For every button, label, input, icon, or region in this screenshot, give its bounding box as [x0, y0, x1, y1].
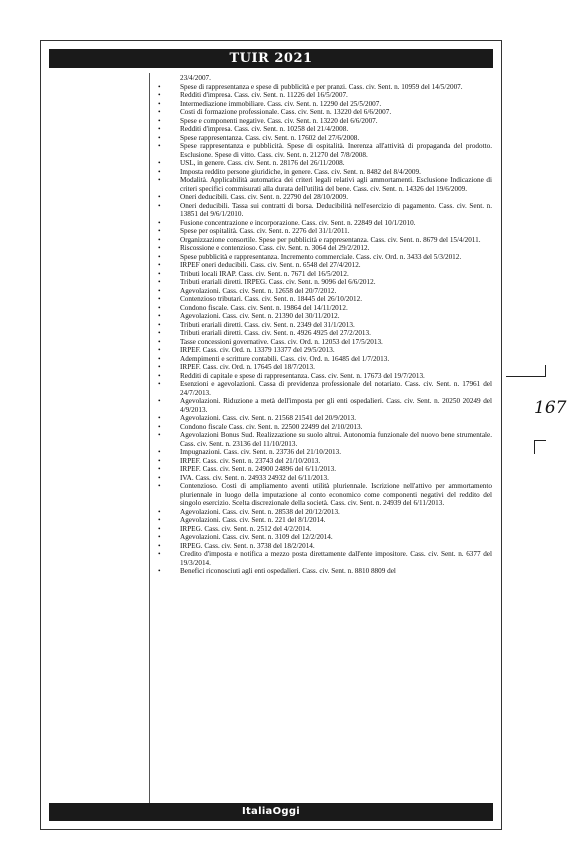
list-item — [158, 287, 492, 296]
list-item-text: Agevolazioni. Cass. civ. Sent. n. 21568 21541 del 20/9/2013. — [180, 414, 357, 422]
list-item — [158, 542, 492, 551]
list-item — [158, 261, 492, 270]
column-divider — [149, 73, 150, 809]
list-item-text: Agevolazioni. Cass. civ. Sent. n. 12658 del 20/7/2012. — [180, 286, 337, 295]
publisher-logo: ItaliaOggi — [49, 803, 493, 821]
list-item-text: Agevolazioni Bonus Sud. Realizzazione su suolo altrui. Autonomia funzionale del nuovo bene strumentale. Cass. civ. Sent. n. 23136 del 11/10/2013. — [180, 431, 492, 448]
list-item — [158, 202, 492, 219]
list-item — [158, 100, 492, 109]
list-item-text: Agevolazioni. Cass. civ. Sent. n. 21390 del 30/11/2012. — [180, 312, 340, 320]
bullet-icon: • — [158, 227, 161, 235]
list-item — [158, 448, 492, 457]
bullet-icon: • — [158, 482, 161, 490]
bullet-icon: • — [158, 380, 161, 388]
continuation-line: 23/4/2007. — [180, 74, 211, 82]
list-item-text: Tributi erariali diretti. Cass. civ. Sent. n. 4926 4925 del 27/2/2013. — [180, 329, 371, 337]
list-item-text: IRPEF. Cass. civ. Sent. n. 24900 24896 del 6/11/2013. — [180, 465, 337, 473]
list-item — [158, 108, 492, 117]
list-item — [158, 134, 492, 143]
list-item-text: Esenzioni e agevolazioni. Cassa di previdenza professionale del notariato. Cass. civ. Sent. n. 17961 del 24/7/2013. — [180, 380, 492, 397]
list-item-text: IRPEG. Cass. civ. Sent. n. 3738 del 18/2/2014. — [180, 541, 315, 550]
bullet-icon: • — [158, 422, 161, 431]
bullet-icon: • — [158, 303, 161, 312]
list-item — [158, 219, 492, 228]
page-frame — [40, 40, 502, 830]
list-item — [158, 567, 492, 576]
list-item-text: IRPEF. Cass. civ. Sent. n. 23743 del 21/10/2013. — [180, 456, 321, 465]
list-item — [158, 321, 492, 330]
bullet-icon: • — [158, 193, 161, 201]
list-item-text: Intermediazione immobiliare. Cass. civ. Sent. n. 12290 del 25/5/2007. — [180, 99, 382, 108]
bullet-icon: • — [158, 176, 161, 184]
list-item — [158, 516, 492, 525]
bullet-icon: • — [158, 550, 161, 558]
list-item-text: Costi di formazione professionale. Cass. civ. Sent. n. 13220 del 6/6/2007. — [180, 108, 392, 116]
bullet-icon: • — [158, 108, 161, 116]
list-item — [158, 423, 492, 432]
bullet-icon: • — [158, 235, 161, 244]
list-item-text: Credito d'imposta e notifica a mezzo posta direttamente dall'ente impositore. Cass. civ. Sent. n. 6377 del 19/3/2014. — [180, 550, 492, 567]
list-item-text: Agevolazioni. Cass. civ. Sent. n. 3109 del 12/2/2014. — [180, 533, 333, 541]
bullet-icon: • — [158, 82, 161, 91]
list-item — [158, 236, 492, 245]
bullet-icon: • — [158, 269, 161, 278]
list-item-text: Modalità. Applicabilità automatica dei criteri legali relativi agli ammortamenti. Esclusione Indicazione di criteri specifici commisurati alla durata dell'utilità del bene. Cass. civ. Sent. n. 14326 del 19/6/2009. — [180, 176, 492, 193]
list-item-text: Condono fiscale Cass. civ. Sent. n. 22500 22499 del 2/10/2013. — [180, 422, 363, 431]
list-item-text: IRPEG. Cass. civ. Sent. n. 2512 del 4/2/2014. — [180, 524, 312, 533]
list-item — [158, 474, 492, 483]
bullet-icon: • — [158, 99, 161, 108]
list-item — [158, 431, 492, 448]
bullet-icon: • — [158, 465, 161, 473]
bullet-icon: • — [158, 363, 161, 371]
list-item-text: Adempimenti e scritture contabili. Cass. civ. Ord. n. 16485 del 1/7/2013. — [180, 354, 390, 363]
list-item-text: Tributi erariali diretti. Cass. civ. Sent. n. 2349 del 31/1/2013. — [180, 320, 355, 329]
list-item — [158, 295, 492, 304]
list-item — [158, 253, 492, 262]
list-item — [158, 533, 492, 542]
list-item-text: Imposta reddito persone giuridiche, in genere. Cass. civ. Sent. n. 8482 del 8/4/2009. — [180, 167, 421, 176]
bullet-icon: • — [158, 541, 161, 550]
page-number: 167 — [534, 398, 567, 418]
list-item-text: USL, in genere. Cass. civ. Sent. n. 28176 del 26/11/2008. — [180, 159, 345, 167]
bullet-icon: • — [158, 201, 161, 210]
list-item-text: Spese pubblicità e rappresentanza. Incremento commerciale. Cass. civ. Ord. n. 3433 del 5/3/2012. — [180, 252, 462, 261]
list-item-text: Oneri deducibili. Tassa sui contratti di borsa. Deducibilità nell'esercizio di pagamento. Cass. civ. Sent. n. 13851 del 9/6/1/2010. — [180, 201, 492, 218]
list-item — [158, 414, 492, 423]
list-item-text: Redditi d'impresa. Cass. civ. Sent. n. 10258 del 21/4/2008. — [180, 125, 349, 133]
list-item-text: Agevolazioni. Cass. civ. Sent. n. 28538 del 20/12/2013. — [180, 507, 340, 516]
list-item — [158, 244, 492, 253]
bullet-icon: • — [158, 371, 161, 380]
bullet-icon: • — [158, 278, 161, 286]
bullet-icon: • — [158, 244, 161, 252]
list-item-text: Contenzioso tributari. Cass. civ. Sent. n. 18445 del 26/10/2012. — [180, 295, 362, 303]
bullet-icon: • — [158, 524, 161, 533]
list-item-text: Fusione concentrazione e incorporazione. Cass. civ. Sent. n. 22849 del 10/1/2010. — [180, 218, 416, 227]
bullet-icon: • — [158, 320, 161, 329]
list-item — [158, 176, 492, 193]
bullet-icon: • — [158, 125, 161, 133]
bullet-icon: • — [158, 533, 161, 541]
list-item — [158, 227, 492, 236]
bullet-icon: • — [158, 133, 161, 142]
list-item-text: Contenzioso. Costi di ampliamento aventi utilità pluriennale. Iscrizione nell'attivo per ammortamento pluriennale in luogo della imputazione al conto economico come componenti negativi del reddito del singolo esercizio. Scelta discrezionale della società. Cass. civ. Sent. n. 24939 del 6/11/2013. — [180, 482, 492, 507]
bullet-icon: • — [158, 567, 161, 575]
list-item-text: Tributi erariali diretti. IRPEG. Cass. civ. Sent. n. 9096 del 6/6/2012. — [180, 278, 376, 286]
list-item — [158, 397, 492, 414]
bullet-icon: • — [158, 116, 161, 125]
list-item — [158, 380, 492, 397]
list-item — [158, 142, 492, 159]
bullet-icon: • — [158, 354, 161, 363]
case-law-list — [158, 74, 492, 576]
list-item — [158, 465, 492, 474]
bullet-icon: • — [158, 159, 161, 167]
list-item — [158, 482, 492, 508]
list-item-text: Spese rappresentanza e pubblicità. Spese di ospitalità. Inerenza all'attività di propaganda del prodotto. Esclusione. Spese di vitto. Cass. civ. Sent. n. 21270 del 7/8/2008. — [180, 142, 492, 159]
list-item — [158, 117, 492, 126]
list-item-text: Organizzazione consortile. Spese per pubblicità e rappresentanza. Cass. civ. Sent. n. 8679 del 15/4/2011. — [180, 235, 481, 244]
list-item — [158, 168, 492, 177]
list-item — [158, 525, 492, 534]
list-item — [158, 338, 492, 347]
bullet-icon: • — [158, 286, 161, 295]
list-item-text: Riscossione e contenzioso. Cass. civ. Sent. n. 3064 del 29/2/2012. — [180, 244, 370, 252]
list-item-text: Tributi locali IRAP. Cass. civ. Sent. n. 7671 del 16/5/2012. — [180, 269, 349, 278]
list-item — [158, 550, 492, 567]
list-item-text: IRPEF oneri deducibili. Cass. civ. Sent. n. 6548 del 27/4/2012. — [180, 261, 361, 269]
list-item-text: Spese per ospitalità. Cass. civ. Sent. n. 2276 del 31/1/2011. — [180, 227, 350, 235]
list-item — [158, 83, 492, 92]
list-item — [158, 355, 492, 364]
bullet-icon: • — [158, 337, 161, 346]
list-item — [158, 304, 492, 313]
bullet-icon: • — [158, 431, 161, 439]
list-item — [158, 125, 492, 134]
bullet-icon: • — [158, 397, 161, 405]
bullet-icon: • — [158, 414, 161, 422]
bullet-icon: • — [158, 167, 161, 176]
list-item-text: Spese rappresentanza. Cass. civ. Sent. n. 17602 del 27/6/2008. — [180, 133, 360, 142]
list-item — [158, 312, 492, 321]
list-item — [158, 159, 492, 168]
bullet-icon: • — [158, 91, 161, 99]
page-tab-marker-bottom — [534, 440, 546, 454]
list-item — [158, 270, 492, 279]
list-item-text: Agevolazioni. Riduzione a metà dell'imposta per gli enti ospedalieri. Cass. civ. Sent. n. 20250 20249 del 4/9/2013. — [180, 397, 492, 414]
list-item — [158, 91, 492, 100]
list-item-text: Impugnazioni. Cass. civ. Sent. n. 23736 del 21/10/2013. — [180, 448, 342, 456]
bullet-icon: • — [158, 507, 161, 516]
list-item-text: IRPEF. Cass. civ. Ord. n. 17645 del 18/7/2013. — [180, 363, 315, 371]
list-item — [158, 457, 492, 466]
list-item — [158, 508, 492, 517]
list-item — [158, 363, 492, 372]
list-item — [158, 372, 492, 381]
bullet-icon: • — [158, 473, 161, 482]
list-item — [158, 193, 492, 202]
page-header: TUIR 2021 — [49, 49, 493, 68]
bullet-icon: • — [158, 346, 161, 354]
bullet-icon: • — [158, 329, 161, 337]
list-item-text: Condono fiscale. Cass. civ. Sent. n. 19864 del 14/11/2012. — [180, 303, 348, 312]
bullet-icon: • — [158, 448, 161, 456]
list-item-text: Redditi d'impresa. Cass. civ. Sent. n. 11226 del 16/5/2007. — [180, 91, 348, 99]
list-item-text: Oneri deducibili. Cass. civ. Sent. n. 22790 del 28/10/2009. — [180, 193, 349, 201]
list-item-text: IRPEF. Cass. civ. Ord. n. 13379 13377 del 29/5/2013. — [180, 346, 335, 354]
list-item-text: Redditi di capitale e spese di rappresentanza. Cass. civ. Sent. n. 17673 del 19/7/2013. — [180, 371, 425, 380]
list-item — [158, 329, 492, 338]
list-item — [158, 278, 492, 287]
list-item-text: IVA. Cass. civ. Sent. n. 24933 24932 del 6/11/2013. — [180, 473, 329, 482]
list-item-text: Benefici riconosciuti agli enti ospedalieri. Cass. civ. Sent. n. 8810 8809 del — [180, 567, 396, 575]
bullet-icon: • — [158, 261, 161, 269]
bullet-icon: • — [158, 295, 161, 303]
list-item — [158, 346, 492, 355]
list-item-text: Spese di rappresentanza e spese di pubblicità e per pranzi. Cass. civ. Sent. n. 10959 del 14/5/2007. — [180, 82, 463, 91]
list-item-text: Spese e componenti negative. Cass. civ. Sent. n. 13220 del 6/6/2007. — [180, 116, 378, 125]
page-tab-marker-top — [506, 365, 546, 377]
bullet-icon: • — [158, 516, 161, 524]
bullet-icon: • — [158, 218, 161, 227]
list-item-text: Tasse concessioni governative. Cass. civ. Ord. n. 12053 del 17/5/2013. — [180, 337, 383, 346]
bullet-icon: • — [158, 252, 161, 261]
list-item-text: Agevolazioni. Cass. civ. Sent. n. 221 del 8/1/2014. — [180, 516, 326, 524]
bullet-icon: • — [158, 312, 161, 320]
bullet-icon: • — [158, 142, 161, 150]
bullet-icon: • — [158, 456, 161, 465]
